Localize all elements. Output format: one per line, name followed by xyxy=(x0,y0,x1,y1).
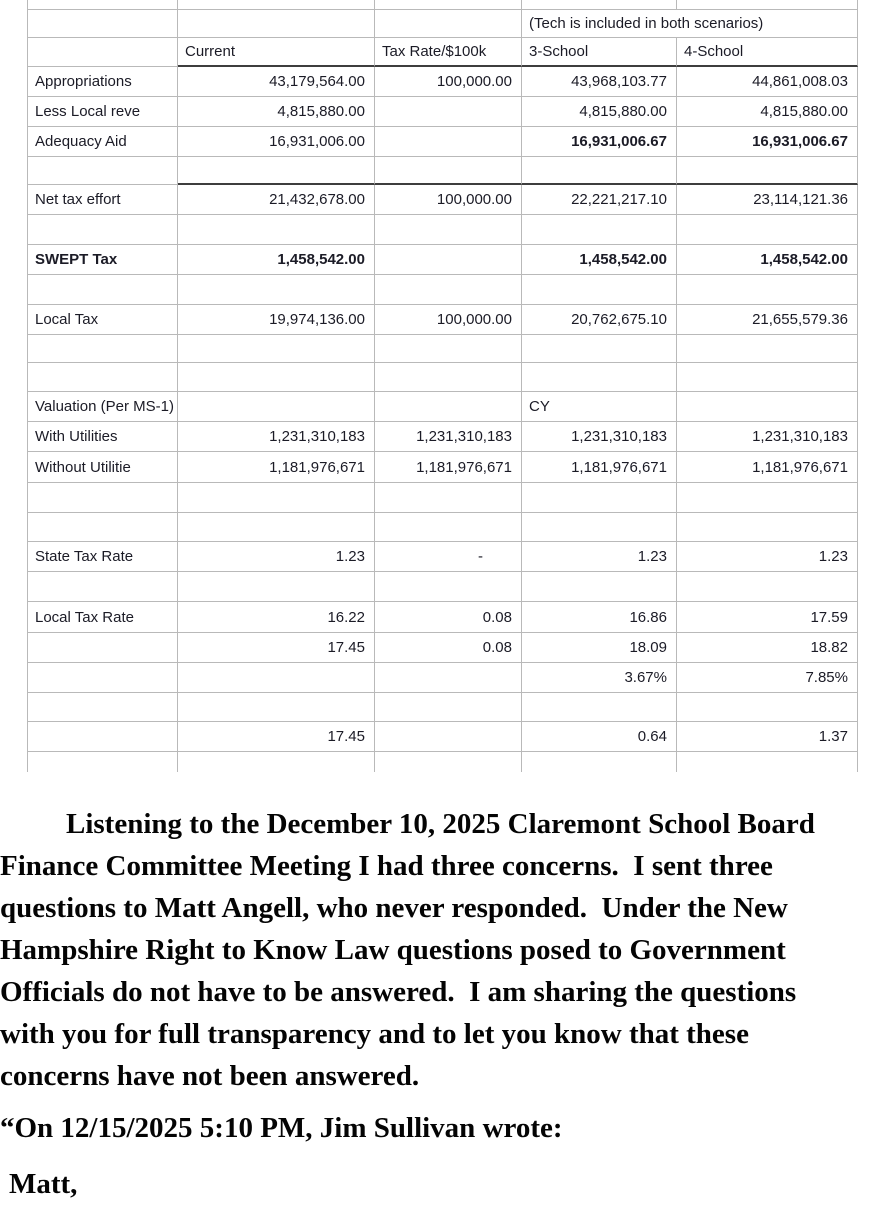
data-cell: 100,000.00 xyxy=(375,305,522,335)
data-cell xyxy=(178,0,375,10)
data-cell: 1,231,310,183 xyxy=(677,422,858,452)
data-cell xyxy=(677,363,858,392)
data-cell xyxy=(178,693,375,722)
data-cell xyxy=(677,157,858,185)
row-label-cell: Adequacy Aid xyxy=(27,127,178,157)
letter-line: with you for full transparency and to let you know that these xyxy=(0,1018,749,1050)
table-row xyxy=(27,97,858,127)
data-cell: 0.64 xyxy=(522,722,677,752)
data-cell xyxy=(522,513,677,542)
data-cell xyxy=(178,752,375,772)
row-label-cell xyxy=(27,10,178,38)
data-cell: 1.23 xyxy=(677,542,858,572)
row-label-cell xyxy=(27,572,178,602)
note-cell: (Tech is included in both scenarios) xyxy=(522,10,858,38)
salutation: Matt, xyxy=(9,1168,78,1200)
data-cell: 100,000.00 xyxy=(375,185,522,215)
data-cell: 23,114,121.36 xyxy=(677,185,858,215)
table-row xyxy=(27,722,858,752)
row-label-cell: Net tax effort xyxy=(27,185,178,215)
column-header-cell: 4-School xyxy=(677,38,858,67)
data-cell: 1.23 xyxy=(522,542,677,572)
data-cell xyxy=(375,97,522,127)
data-cell: 1,458,542.00 xyxy=(522,245,677,275)
row-label-cell xyxy=(27,275,178,305)
data-cell xyxy=(522,215,677,245)
data-cell: 1,231,310,183 xyxy=(178,422,375,452)
data-cell: 1,458,542.00 xyxy=(178,245,375,275)
data-cell xyxy=(178,215,375,245)
letter-line: Listening to the December 10, 2025 Claremont School Board xyxy=(66,808,815,840)
data-cell xyxy=(178,572,375,602)
data-cell xyxy=(178,513,375,542)
letter-line: Finance Committee Meeting I had three concerns. I sent three xyxy=(0,850,773,882)
letter-line: concerns have not been answered. xyxy=(0,1060,420,1092)
column-header-cell: Tax Rate/$100k xyxy=(375,38,522,67)
row-label-cell xyxy=(27,693,178,722)
data-cell: 22,221,217.10 xyxy=(522,185,677,215)
data-cell xyxy=(522,483,677,513)
data-cell xyxy=(375,10,522,38)
table-row xyxy=(27,127,858,157)
data-cell: 1,181,976,671 xyxy=(375,452,522,483)
data-cell: 17.59 xyxy=(677,602,858,633)
row-label-cell: SWEPT Tax xyxy=(27,245,178,275)
table-row xyxy=(27,363,858,392)
data-cell xyxy=(522,572,677,602)
table-row xyxy=(27,10,858,38)
data-cell: 17.45 xyxy=(178,722,375,752)
data-cell xyxy=(375,513,522,542)
data-cell: 4,815,880.00 xyxy=(677,97,858,127)
data-cell: 0.08 xyxy=(375,602,522,633)
data-cell xyxy=(677,693,858,722)
data-cell: 16,931,006.00 xyxy=(178,127,375,157)
row-label-cell: Valuation (Per MS-1) xyxy=(27,392,178,422)
row-label-cell: Local Tax xyxy=(27,305,178,335)
data-cell xyxy=(178,275,375,305)
data-cell xyxy=(375,663,522,693)
data-cell: 1,458,542.00 xyxy=(677,245,858,275)
data-cell: 16.22 xyxy=(178,602,375,633)
data-cell xyxy=(178,335,375,363)
data-cell: 4,815,880.00 xyxy=(178,97,375,127)
row-label-cell xyxy=(27,38,178,67)
row-label-cell xyxy=(27,363,178,392)
data-cell xyxy=(677,335,858,363)
row-label-cell: Local Tax Rate xyxy=(27,602,178,633)
table-row xyxy=(27,245,858,275)
data-cell: 1.37 xyxy=(677,722,858,752)
data-cell xyxy=(178,663,375,693)
data-cell xyxy=(375,483,522,513)
row-label-cell: With Utilities xyxy=(27,422,178,452)
data-cell xyxy=(677,215,858,245)
table-row xyxy=(27,185,858,215)
data-cell xyxy=(375,572,522,602)
table-row xyxy=(27,335,858,363)
table-row xyxy=(27,602,858,633)
data-cell: 4,815,880.00 xyxy=(522,97,677,127)
table-row xyxy=(27,693,858,722)
letter-text xyxy=(0,803,880,1205)
data-cell: 1,181,976,671 xyxy=(677,452,858,483)
data-cell xyxy=(178,363,375,392)
table-row xyxy=(27,305,858,335)
table-row xyxy=(27,513,858,542)
table-row xyxy=(27,67,858,97)
data-cell xyxy=(677,483,858,513)
table-row xyxy=(27,452,858,483)
data-cell xyxy=(522,693,677,722)
data-cell xyxy=(375,392,522,422)
table-row xyxy=(27,752,858,772)
data-cell xyxy=(178,157,375,185)
data-cell xyxy=(677,392,858,422)
data-cell: 1,181,976,671 xyxy=(178,452,375,483)
data-cell xyxy=(375,363,522,392)
data-cell xyxy=(178,483,375,513)
letter-paragraph xyxy=(0,803,880,1097)
data-cell xyxy=(375,752,522,772)
table-row xyxy=(27,542,858,572)
data-cell xyxy=(375,127,522,157)
column-header-cell: 3-School xyxy=(522,38,677,67)
table-row xyxy=(27,572,858,602)
table-row xyxy=(27,633,858,663)
data-cell: 21,432,678.00 xyxy=(178,185,375,215)
data-cell xyxy=(522,0,677,10)
data-cell xyxy=(375,693,522,722)
row-label-cell xyxy=(27,513,178,542)
data-cell xyxy=(522,275,677,305)
row-label-cell xyxy=(27,483,178,513)
data-cell: 18.82 xyxy=(677,633,858,663)
data-cell: 16.86 xyxy=(522,602,677,633)
row-label-cell xyxy=(27,335,178,363)
data-cell xyxy=(178,392,375,422)
data-cell xyxy=(677,0,858,10)
data-cell: - xyxy=(375,542,522,572)
data-cell xyxy=(375,245,522,275)
row-label-cell xyxy=(27,215,178,245)
data-cell xyxy=(522,157,677,185)
row-label-cell xyxy=(27,722,178,752)
data-cell: 1,181,976,671 xyxy=(522,452,677,483)
row-label-cell xyxy=(27,663,178,693)
data-cell xyxy=(375,0,522,10)
table-row xyxy=(27,157,858,185)
data-cell xyxy=(522,752,677,772)
data-cell: 3.67% xyxy=(522,663,677,693)
data-cell: 1,231,310,183 xyxy=(375,422,522,452)
table-row xyxy=(27,275,858,305)
table-row xyxy=(27,392,858,422)
data-cell: 44,861,008.03 xyxy=(677,67,858,97)
row-label-cell: Appropriations xyxy=(27,67,178,97)
row-label-cell: Without Utilitie xyxy=(27,452,178,483)
letter-line: Officials do not have to be answered. I am sharing the questions xyxy=(0,976,797,1008)
table-row xyxy=(27,422,858,452)
data-cell: 21,655,579.36 xyxy=(677,305,858,335)
data-cell xyxy=(375,335,522,363)
data-cell xyxy=(677,572,858,602)
data-cell xyxy=(522,363,677,392)
letter-line: Hampshire Right to Know Law questions posed to Government xyxy=(0,934,786,966)
quote-line: “On 12/15/2025 5:10 PM, Jim Sullivan wrote: xyxy=(0,1112,563,1144)
table-row xyxy=(27,0,858,10)
data-cell xyxy=(522,335,677,363)
data-cell: 7.85% xyxy=(677,663,858,693)
table-row xyxy=(27,483,858,513)
data-cell: 0.08 xyxy=(375,633,522,663)
embedded-spreadsheet xyxy=(27,0,858,772)
table-row xyxy=(27,38,858,67)
row-label-cell xyxy=(27,752,178,772)
column-header-cell: Current xyxy=(178,38,375,67)
data-cell xyxy=(375,275,522,305)
data-cell xyxy=(178,10,375,38)
row-label-cell: State Tax Rate xyxy=(27,542,178,572)
row-label-cell xyxy=(27,0,178,10)
data-cell: 17.45 xyxy=(178,633,375,663)
table-row xyxy=(27,663,858,693)
data-cell: 16,931,006.67 xyxy=(522,127,677,157)
data-cell: 43,179,564.00 xyxy=(178,67,375,97)
data-cell xyxy=(375,157,522,185)
table-row xyxy=(27,215,858,245)
data-cell: CY xyxy=(522,392,677,422)
data-cell: 1,231,310,183 xyxy=(522,422,677,452)
data-cell: 20,762,675.10 xyxy=(522,305,677,335)
data-cell xyxy=(677,275,858,305)
row-label-cell xyxy=(27,157,178,185)
row-label-cell xyxy=(27,633,178,663)
data-cell xyxy=(677,752,858,772)
data-cell xyxy=(375,722,522,752)
data-cell: 18.09 xyxy=(522,633,677,663)
row-label-cell: Less Local reve xyxy=(27,97,178,127)
data-cell: 19,974,136.00 xyxy=(178,305,375,335)
data-cell: 16,931,006.67 xyxy=(677,127,858,157)
data-cell: 1.23 xyxy=(178,542,375,572)
data-cell xyxy=(677,513,858,542)
letter-line: questions to Matt Angell, who never responded. Under the New xyxy=(0,892,788,924)
data-cell xyxy=(375,215,522,245)
data-cell: 43,968,103.77 xyxy=(522,67,677,97)
data-cell: 100,000.00 xyxy=(375,67,522,97)
